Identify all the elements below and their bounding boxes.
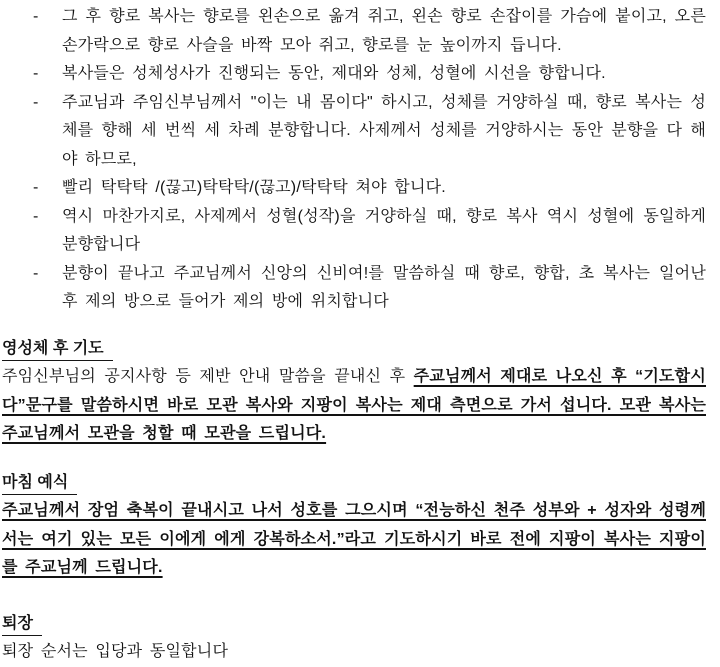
- list-item: [2, 203, 706, 260]
- section-post-communion-prayer: [2, 335, 706, 449]
- section-recession: [2, 610, 706, 667]
- list-item: [2, 60, 706, 89]
- list-item-text: 역시 마찬가지로, 사제께서 성혈(성작)을 거양하실 때, 향로 복사 역시 성혈에 동일하게 분향합니다: [62, 207, 706, 253]
- bullet-dash: -: [33, 93, 39, 111]
- bullet-dash: -: [33, 65, 39, 82]
- section-heading: [2, 469, 706, 498]
- list-item-text: 분향이 끝나고 주교님께서 신앙의 신비여!를 말씀하실 때 향로, 향합, 초 복사는 일어난 후 제의 방으로 들어가 제의 방에 위치합니다: [62, 264, 706, 310]
- list-item: [2, 174, 706, 203]
- list-item: [2, 3, 706, 60]
- section-paragraph: [2, 638, 706, 667]
- section-heading: [2, 335, 706, 364]
- paragraph-plain-text: 주임신부님의 공지사항 등 제반 안내 말씀을 끝내신 후: [2, 368, 414, 385]
- bullet-dash: -: [33, 179, 39, 196]
- bullet-list: [2, 3, 706, 317]
- bullet-dash: -: [33, 207, 39, 225]
- section-heading: [2, 610, 706, 639]
- bullet-dash: -: [33, 8, 39, 25]
- list-item-text: 그 후 향로 복사는 향로를 왼손으로 옮겨 쥐고, 왼손 향로 손잡이를 가슴에 붙이고, 오른손가락으로 향로 사슬을 바짝 모아 쥐고, 향로를 눈 높이까지 듭니다.: [62, 8, 706, 54]
- list-item-text: 주교님과 주임신부님께서 "이는 내 몸이다" 하시고, 성체를 거양하실 때, 향로 복사는 성체를 향해 세 번씩 세 차례 분향합니다. 사제께서 성체를 거양하시는 동안 분향을 다 해야 하므로,: [62, 93, 706, 168]
- section-heading-text: 영성체 후 기도: [2, 338, 113, 361]
- paragraph-emphasis-text: 주교님께서 장엄 축복이 끝내시고 나서 성호를 그으시며 “전능하신 천주 성부와 + 성자와 성령께서는 여기 있는 모든 이에게 에게 강복하소서.”라고 기도하시기 바로 전에 지팡이 복사는 지팡이를 주교님께 드립니다.: [2, 502, 706, 576]
- section-heading-text: 마침 예식: [2, 472, 77, 495]
- section-paragraph: [2, 363, 706, 449]
- section-heading-text: 퇴장: [2, 613, 42, 636]
- list-item-text: 빨리 탁탁탁 /(끊고)탁탁탁/(끊고)/탁탁탁 쳐야 합니다.: [62, 179, 446, 196]
- list-item: [2, 260, 706, 317]
- bullet-dash: -: [33, 264, 39, 282]
- paragraph-emphasis-text: 주교님께서 제대로 나오신 후 “기도합시다”문구를 말씀하시면 바로 모관 복사와 지팡이 복사는 제대 측면으로 가서 섭니다. 모관 복사는 주교님께서 모관을 청할 때 모관을 드립니다.: [2, 368, 706, 442]
- section-closing-rite: [2, 469, 706, 583]
- section-paragraph: [2, 497, 706, 583]
- list-item: [2, 89, 706, 175]
- list-item-text: 복사들은 성체성사가 진행되는 동안, 제대와 성체, 성혈에 시선을 향합니다.: [62, 65, 606, 82]
- paragraph-plain-text: 퇴장 순서는 입당과 동일합니다: [2, 643, 229, 660]
